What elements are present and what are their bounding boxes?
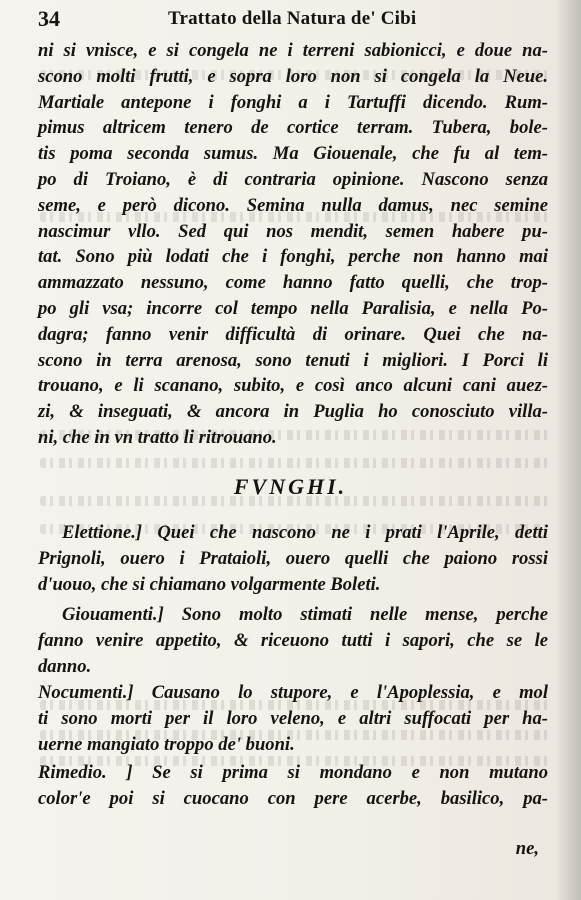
section-title: FVNGHI. [233,474,348,499]
text-line: color'e poi si cuocano con pere acerbe, basilico, pa- [38,787,548,809]
text-line: danno. [38,655,92,677]
text-line: tis poma seconda sumus. Ma Giouenale, che fu al tem- [38,143,548,165]
text-line: scono in terra arenosa, sono tenuti i migliori. I Porci li [38,349,548,371]
text-line: Prignoli, ouero i Prataioli, ouero quelli che paiono rossi [38,547,548,569]
text-line: ti sono morti per il loro veleno, e altri suffocati per ha- [38,707,548,729]
text-line: uerne mangiato troppo de' buoni. [38,733,295,755]
text-line: ni si vnisce, e si congela ne i terreni sabionicci, e doue na- [38,40,548,61]
text-line: Giouamenti.] Sono molto stimati nelle mense, perche [62,604,548,625]
text-line: d'uouo, che si chiamano volgarmente Boleti. [38,573,381,595]
text-line: Elettione.] Quei che nascono ne i prati l'Aprile, detti [62,522,548,543]
text-line: Rimedio. ] Se si prima si mondano e non mutano [38,762,548,783]
text-line: dagra; fanno venir difficultà di orinare. Quei che na- [38,323,548,345]
text-line: ni, che in vn tratto li ritrouano. [38,426,277,448]
body-text [38,38,548,451]
text-line: ammazzato nessuno, come hanno fatto quelli, che trop- [38,272,548,294]
page-number: 34 [38,6,60,31]
text-line: Martiale antepone i fonghi a i Tartuffi dicendo. Rum- [38,91,548,113]
text-line: fanno venire appetito, & riceuono tutti i sapori, che se le [38,629,548,651]
text-line: tat. Sono più lodati che i fonghi, perche non hanno mai [38,246,548,268]
text-line: nascimur vllo. Sed qui nos mendit, semen habere pu- [38,220,548,242]
text-line: po di Troiano, è di contraria opinione. Nascono senza [38,168,548,190]
section-rimedio [38,760,548,812]
section-nocumenti [38,680,548,757]
text-line: scono molti frutti, e sopra loro non si congela la Neue. [38,65,548,87]
page-gutter-shadow [555,0,581,900]
text-line: po gli vsa; incorre col tempo nella Paralisia, e nella Po- [38,297,548,319]
text-line: zi, & inseguati, & ancora in Puglia ho conosciuto villa- [38,401,548,423]
section-giouamenti [38,602,548,679]
catchword: ne, [515,838,539,859]
running-title: Trattato della Natura de' Cibi [168,8,417,29]
section-elettione [38,520,548,597]
text-line: Nocumenti.] Causano lo stupore, e l'Apoplessia, e mol [38,682,548,703]
text-line: seme, e però dicono. Semina nulla damus, nec semine [38,194,548,216]
text-line: pimus altricem tenero de cortice terram. Tubera, bole- [38,117,548,139]
page-header [38,6,553,36]
text-line: trouano, e li scanano, subito, e così anco alcuni cani auez- [38,375,548,397]
